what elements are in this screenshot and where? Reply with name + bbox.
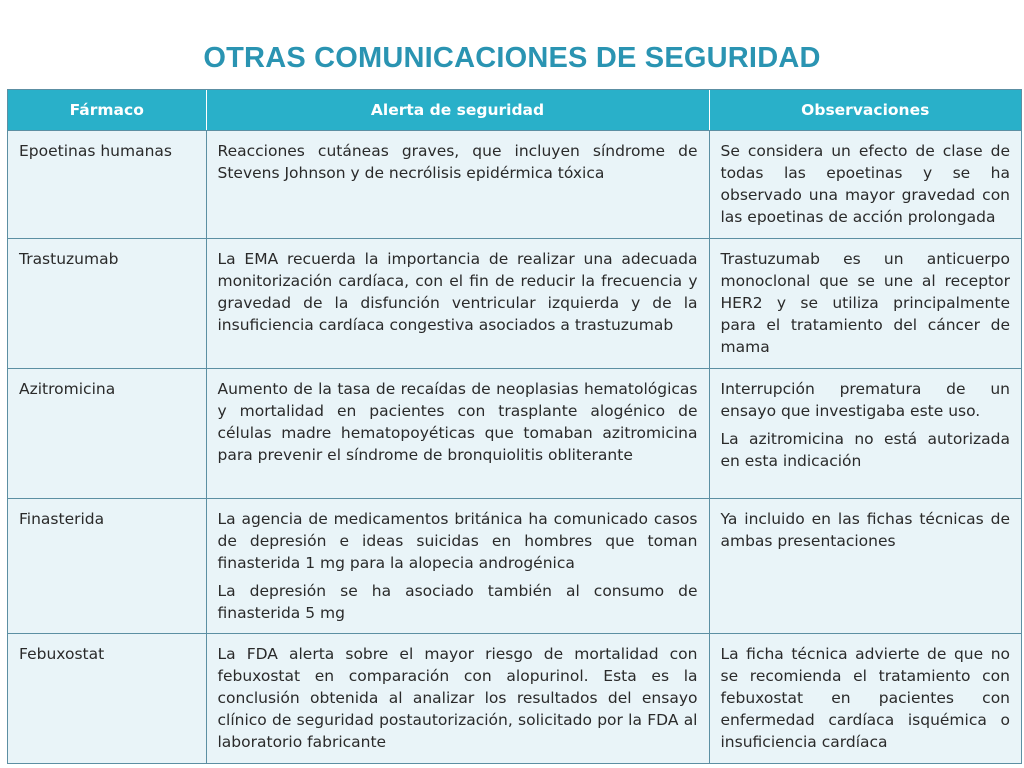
table-row bbox=[8, 498, 1021, 633]
header-notes: Observaciones bbox=[709, 90, 1021, 130]
notes-cell bbox=[709, 238, 1021, 368]
alert-cell bbox=[206, 633, 709, 763]
drug-cell: Epoetinas humanas bbox=[8, 130, 206, 238]
notes-text: Se considera un efecto de clase de todas las epoetinas y se ha observado una mayor gravedad con las epoetinas de acción prolongada bbox=[720, 141, 1010, 226]
alert-text: Aumento de la tasa de recaídas de neoplasias hematológicas y mortalidad en pacientes con trasplante alogénico de células madre hematopoyéticas que tomaban azitromicina para prevenir el síndrome de bronquiolitis obliterante bbox=[217, 379, 698, 464]
table-header-row bbox=[8, 90, 1021, 130]
header-alert: Alerta de seguridad bbox=[206, 90, 709, 130]
alert-text: La FDA alerta sobre el mayor riesgo de mortalidad con febuxostat en comparación con alopurinol. Esta es la conclusión obtenida al analizar los resultados del ensayo clínico de seguridad postautorización, solicitado por la FDA al laboratorio fabricante bbox=[217, 644, 698, 751]
table-row bbox=[8, 633, 1021, 763]
drug-cell: Azitromicina bbox=[8, 368, 206, 498]
table-row bbox=[8, 368, 1021, 498]
alert-text: Reacciones cutáneas graves, que incluyen síndrome de Stevens Johnson y de necrólisis epidérmica tóxica bbox=[217, 141, 698, 182]
notes-cell bbox=[709, 130, 1021, 238]
notes-text: Interrupción prematura de un ensayo que investigaba este uso. bbox=[720, 379, 1010, 420]
alert-cell bbox=[206, 368, 709, 498]
safety-communications-table bbox=[8, 90, 1021, 763]
notes-cell bbox=[709, 498, 1021, 633]
alert-cell bbox=[206, 498, 709, 633]
alert-text: La depresión se ha asociado también al consumo de finasterida 5 mg bbox=[217, 581, 698, 622]
notes-text: La azitromicina no está autorizada en esta indicación bbox=[720, 429, 1010, 470]
drug-cell: Finasterida bbox=[8, 498, 206, 633]
drug-cell: Trastuzumab bbox=[8, 238, 206, 368]
notes-text: Ya incluido en las fichas técnicas de ambas presentaciones bbox=[720, 509, 1010, 550]
notes-cell bbox=[709, 368, 1021, 498]
alert-text: La EMA recuerda la importancia de realizar una adecuada monitorización cardíaca, con el fin de reducir la frecuencia y gravedad de la disfunción ventricular izquierda y de la insuficiencia cardíaca congestiva asociados a trastuzumab bbox=[217, 249, 698, 334]
table-row bbox=[8, 130, 1021, 238]
notes-cell bbox=[709, 633, 1021, 763]
notes-text: Trastuzumab es un anticuerpo monoclonal que se une al receptor HER2 y se utiliza principalmente para el tratamiento del cáncer de mama bbox=[720, 249, 1010, 356]
safety-table-container bbox=[7, 89, 1022, 764]
alert-cell bbox=[206, 130, 709, 238]
notes-text: La ficha técnica advierte de que no se recomienda el tratamiento con febuxostat en pacientes con enfermedad cardíaca isquémica o insuficiencia cardíaca bbox=[720, 644, 1010, 751]
table-row bbox=[8, 238, 1021, 368]
slide-title: OTRAS COMUNICACIONES DE SEGURIDAD bbox=[203, 42, 821, 74]
alert-text: La agencia de medicamentos británica ha comunicado casos de depresión e ideas suicidas en hombres que toman finasterida 1 mg para la alopecia androgénica bbox=[217, 509, 698, 572]
drug-cell: Febuxostat bbox=[8, 633, 206, 763]
header-drug: Fármaco bbox=[8, 90, 206, 130]
alert-cell bbox=[206, 238, 709, 368]
